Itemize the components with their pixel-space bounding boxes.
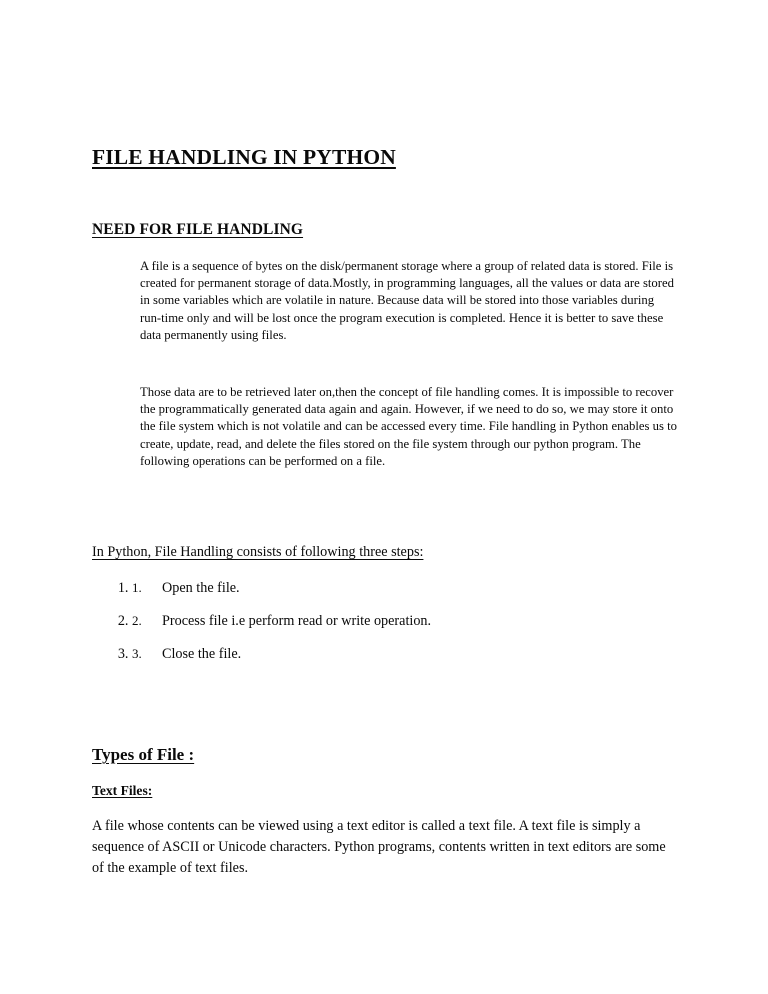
steps-list	[92, 578, 632, 677]
subheading-text-files: Text Files:	[92, 782, 153, 798]
paragraph-file-definition: A file is a sequence of bytes on the disk/permanent storage where a group of related data is stored. File is created for permanent storage of data.Mostly, in programming languages, all the values or data are stored in some variables which are volatile in nature. Because data will be stored into those variables during run-time only and will be lost once the program execution is completed. Hence it is better to save these data permanently using files.	[140, 258, 674, 342]
list-item-number: 3. 3.	[132, 646, 142, 661]
paragraph-file-handling-purpose: Those data are to be retrieved later on,then the concept of file handling comes. It is impossible to recover the programmatically generated data again and again. However, if we need to do so, we may store it onto the file system which is not volatile and can be accessed every time. File handling in Python enables us to create, update, read, and delete the files stored on the file system through our python program. The following operations can be performed on a file.	[140, 384, 677, 468]
list-item	[132, 578, 632, 611]
list-item	[132, 611, 632, 644]
list-item-label: Open the file.	[162, 580, 240, 596]
list-item-number: 2. 2.	[132, 613, 142, 628]
paragraph-text-files-description: A file whose contents can be viewed using a text editor is called a text file. A text file is simply a sequence of ASCII or Unicode characters. Python programs, contents written in text editors are some of the example of text files.	[92, 818, 666, 877]
page-title: FILE HANDLING IN PYTHON	[92, 145, 396, 170]
list-item-label: Process file i.e perform read or write operation.	[162, 613, 432, 629]
list-item	[132, 644, 632, 677]
list-item-label: Close the file.	[162, 646, 242, 662]
section-heading-types-of-file: Types of File :	[92, 745, 195, 765]
section-heading-need-for-file-handling: NEED FOR FILE HANDLING	[92, 220, 304, 238]
steps-intro-line: In Python, File Handling consists of following three steps:	[92, 544, 424, 561]
list-item-number: 1. 1.	[132, 580, 142, 595]
